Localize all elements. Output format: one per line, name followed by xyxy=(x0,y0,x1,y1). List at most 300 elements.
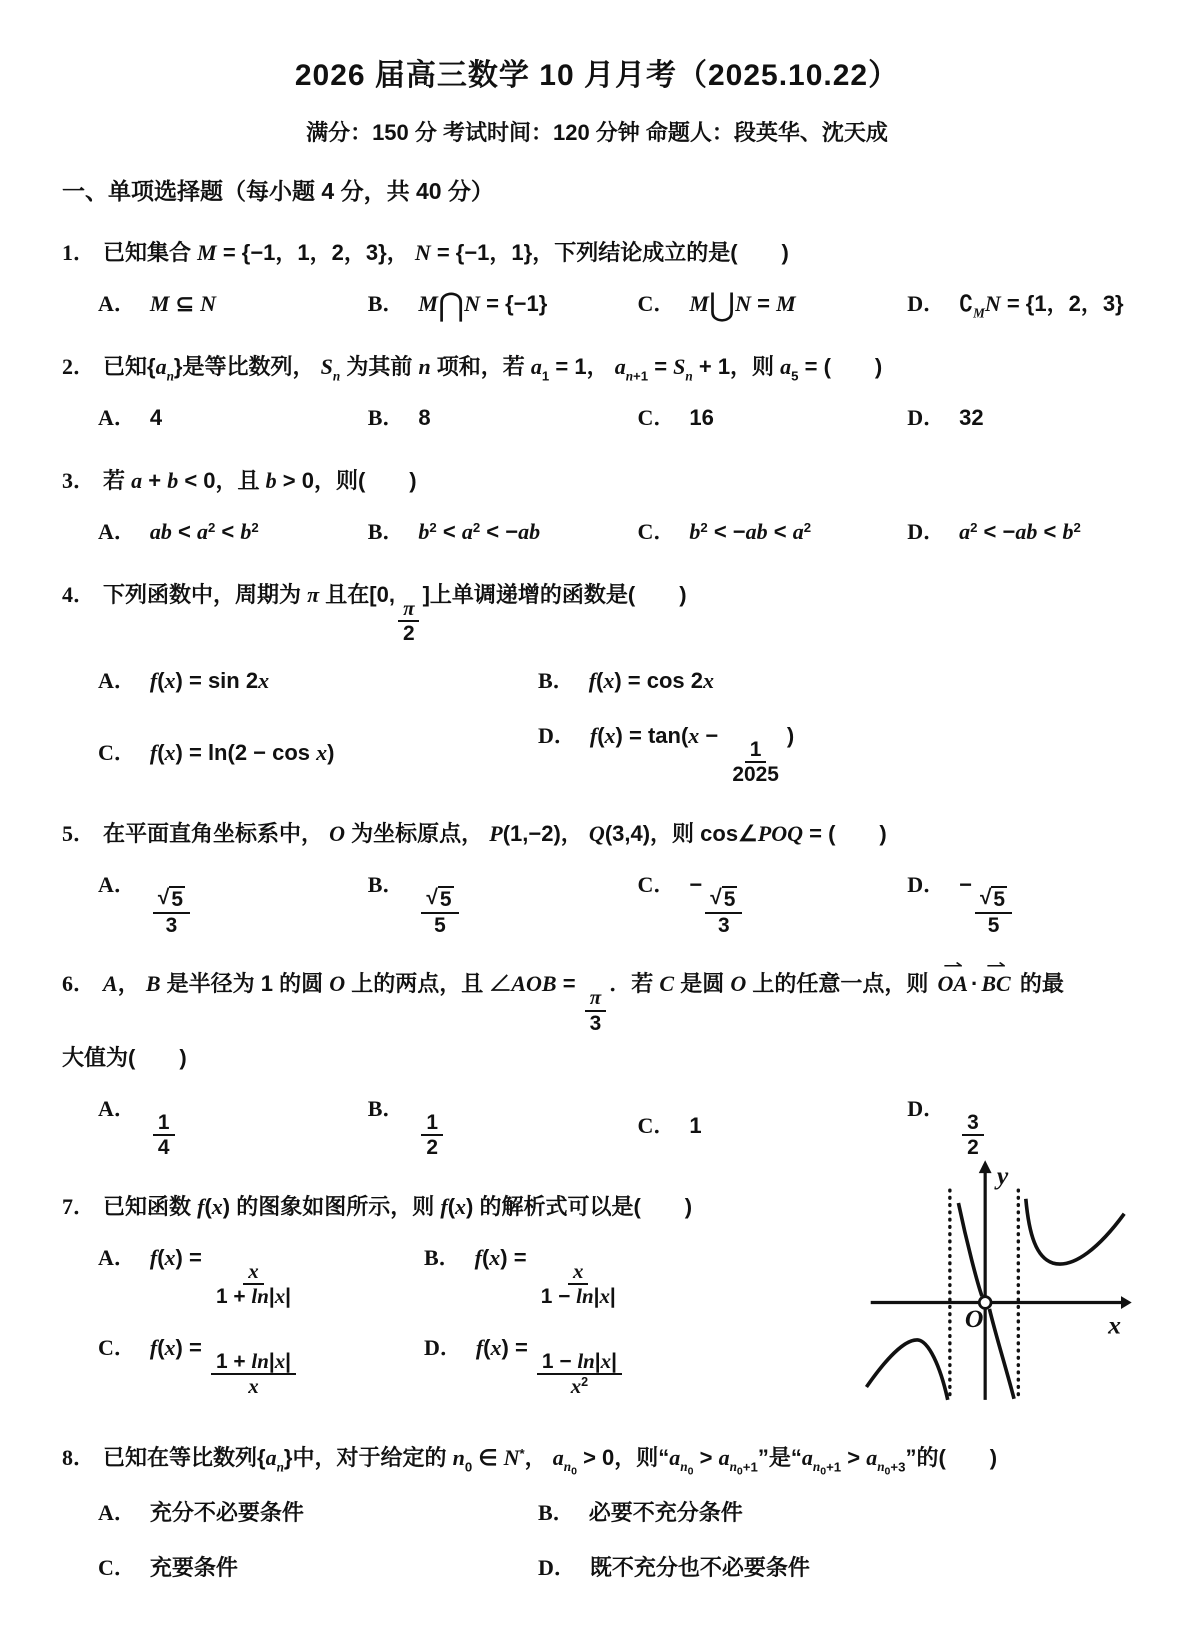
fraction-denominator xyxy=(429,914,451,937)
option-label: C． xyxy=(637,405,676,430)
math-variable: x xyxy=(600,1348,612,1373)
fraction xyxy=(211,1260,296,1309)
math-text: 1 xyxy=(426,1111,439,1135)
math-variable: b xyxy=(418,519,430,544)
math-text: 1 xyxy=(157,1111,170,1135)
fraction-denominator xyxy=(536,1285,621,1308)
radical-sign-icon: √ xyxy=(979,886,992,910)
math-text: | xyxy=(611,1349,617,1373)
curve-right-branch xyxy=(1026,1199,1124,1264)
math-text: 1 xyxy=(689,1113,702,1139)
math-variable: x xyxy=(455,1193,467,1219)
options-row xyxy=(62,285,1132,324)
option-value xyxy=(589,722,795,787)
math-text: (3,4)，则 cos∠ xyxy=(604,820,758,846)
fraction-numerator xyxy=(705,886,742,913)
math-text: ) = sin 2 xyxy=(175,667,259,693)
section-header: 一、单项选择题（每小题 4 分，共 40 分） xyxy=(62,178,494,204)
math-text: | xyxy=(609,1285,616,1309)
math-variable: a xyxy=(959,519,971,544)
option-label: B． xyxy=(367,1096,405,1122)
option-value xyxy=(418,285,548,324)
math-text: < xyxy=(436,519,462,544)
y-axis-label: y xyxy=(996,1160,1009,1190)
option xyxy=(907,515,1132,548)
math-text: 5 xyxy=(439,888,452,912)
math-text: 1 xyxy=(541,368,550,384)
fraction-numerator xyxy=(153,1111,175,1136)
fraction-numerator xyxy=(568,1260,588,1285)
math-variable: POQ xyxy=(757,820,804,846)
question-number: 3． xyxy=(62,468,96,493)
question-head xyxy=(62,957,1132,1035)
superscript xyxy=(581,1375,588,1389)
math-text: 1 − xyxy=(540,1285,577,1309)
math-text: < xyxy=(1037,519,1063,544)
math-variable: ln xyxy=(251,1348,269,1373)
math-text: 2 xyxy=(803,519,812,535)
option-label: B． xyxy=(367,291,405,316)
subscript xyxy=(877,1459,906,1479)
subscript-group xyxy=(866,1444,906,1479)
math-variable: x xyxy=(599,1284,610,1309)
math-variable: f xyxy=(475,1334,484,1360)
math-variable: N xyxy=(200,291,217,316)
math-variable: a xyxy=(196,519,208,544)
option-label: D． xyxy=(907,871,946,897)
math-text: 2 xyxy=(700,519,708,535)
math-text: ) xyxy=(786,722,795,748)
math-text: · xyxy=(971,971,979,997)
origin-label: O xyxy=(964,1303,984,1333)
math-text: = xyxy=(750,291,777,316)
math-variable: M xyxy=(689,291,709,316)
math-text: 充分不必要条件 xyxy=(149,1499,304,1525)
option xyxy=(637,868,907,938)
vector-arrow-icon: ⇀ xyxy=(942,957,963,975)
math-text: < − xyxy=(977,519,1016,544)
math-text: 0 xyxy=(464,1459,473,1475)
question-number: 7． xyxy=(62,1193,96,1219)
math-text: 5 xyxy=(987,913,1000,937)
option-label: B． xyxy=(538,667,575,693)
math-text: 5 xyxy=(171,888,183,912)
option-value xyxy=(689,405,713,430)
math-variable: a xyxy=(461,519,473,544)
math-variable: x xyxy=(164,667,176,693)
fraction xyxy=(962,1111,984,1160)
fraction-numerator xyxy=(153,886,190,913)
math-variable: ab xyxy=(518,519,541,544)
math-text: 1 + xyxy=(215,1349,252,1373)
math-text: 2 xyxy=(472,519,481,535)
math-text: (1,−2)， xyxy=(502,820,589,846)
fraction xyxy=(421,1111,443,1160)
radicand xyxy=(991,886,1007,911)
radicand xyxy=(169,886,185,911)
math-variable: a xyxy=(792,519,804,544)
math-variable: n xyxy=(685,368,693,384)
math-variable: N xyxy=(464,291,481,316)
math-text: }中，对于给定的 xyxy=(283,1444,453,1470)
math-text: 0 xyxy=(736,1466,743,1479)
option xyxy=(98,1241,424,1309)
fraction-denominator xyxy=(727,763,783,786)
fraction-numerator xyxy=(975,886,1012,913)
options-row xyxy=(62,401,1132,434)
subscript-group xyxy=(801,1444,842,1479)
fraction-numerator xyxy=(537,1350,622,1375)
math-text: +1 xyxy=(826,1459,842,1475)
fraction-denominator xyxy=(421,1136,443,1159)
math-text: 1 + xyxy=(215,1285,252,1309)
option-value xyxy=(150,872,193,937)
superscript-group xyxy=(959,519,977,544)
math-text: = 1， xyxy=(549,354,615,379)
math-text: 2 xyxy=(251,519,259,535)
math-variable: π xyxy=(589,985,602,1010)
math-variable: f xyxy=(589,722,598,748)
math-text: + 1，则 xyxy=(692,354,781,379)
math-text: ) = xyxy=(500,1244,533,1270)
math-variable: π xyxy=(403,595,415,620)
math-variable: x xyxy=(164,740,176,766)
option-label: A． xyxy=(98,519,136,544)
options-row xyxy=(62,1241,864,1399)
math-text: 既不充分也不必要条件 xyxy=(589,1554,810,1580)
math-text: = xyxy=(648,354,674,379)
math-text: 5 xyxy=(723,888,736,912)
fraction-denominator xyxy=(211,1285,296,1308)
math-variable: ln xyxy=(576,1284,594,1309)
math-text: ) = xyxy=(175,1334,208,1360)
option xyxy=(907,868,1132,938)
math-variable: a xyxy=(780,354,792,379)
math-text: < xyxy=(215,519,241,544)
function-graph xyxy=(864,1156,1132,1402)
math-variable: Q xyxy=(588,820,605,846)
option-label: C． xyxy=(98,1334,136,1360)
option xyxy=(424,1241,864,1309)
superscript-group xyxy=(793,519,811,544)
math-variable: n xyxy=(276,1459,284,1475)
subscript-group xyxy=(320,354,341,384)
option-label: D． xyxy=(907,519,946,544)
subscript xyxy=(680,1459,694,1479)
math-text: − xyxy=(959,871,972,897)
math-variable: x xyxy=(603,667,615,693)
math-text: ( xyxy=(157,1334,165,1360)
question-3 xyxy=(62,464,1132,548)
page-title: 2026 届高三数学 10 月月考（2025.10.22） xyxy=(294,59,900,92)
radical-sign-icon: √ xyxy=(426,886,438,910)
math-text: 5 xyxy=(791,368,799,384)
fraction-denominator xyxy=(243,1375,263,1398)
options-row xyxy=(62,868,1132,938)
math-text: 0 xyxy=(884,1466,891,1479)
subscript-group xyxy=(552,1444,577,1479)
math-variable: f xyxy=(474,1244,482,1270)
math-variable: N xyxy=(503,1444,520,1470)
math-text: | xyxy=(593,1285,600,1309)
vector-name: BC xyxy=(981,971,1011,997)
math-variable: n xyxy=(729,1459,737,1475)
math-variable: O xyxy=(730,971,747,997)
option xyxy=(907,287,1132,320)
option xyxy=(637,1109,907,1142)
math-variable: a xyxy=(552,1444,564,1470)
option-value xyxy=(150,291,216,316)
superscript xyxy=(1073,520,1080,535)
math-variable: P xyxy=(489,820,503,846)
fraction-numerator xyxy=(398,597,419,622)
fraction-denominator xyxy=(153,1136,175,1159)
math-variable: a xyxy=(131,468,143,493)
math-text: 2 xyxy=(207,519,216,535)
question-stem xyxy=(103,1194,692,1219)
math-variable: n xyxy=(452,1444,465,1470)
math-text: ) 的图象如图所示，则 xyxy=(222,1193,441,1219)
math-text: 1 − xyxy=(541,1349,578,1373)
math-text: < xyxy=(767,519,793,544)
math-variable: S xyxy=(673,354,686,379)
math-variable: x xyxy=(248,1258,259,1283)
options-row xyxy=(62,664,1132,787)
option-value xyxy=(474,1244,624,1309)
math-variable: ln xyxy=(577,1348,595,1373)
math-variable: O xyxy=(329,971,346,997)
option xyxy=(368,515,638,548)
math-text: 已知集合 xyxy=(103,240,198,265)
option-value xyxy=(959,519,1081,544)
subscript-group xyxy=(812,1459,827,1479)
option-value xyxy=(475,1334,625,1398)
option-value xyxy=(149,1334,299,1398)
option xyxy=(98,868,368,938)
graph-column xyxy=(864,1156,1132,1411)
subscript xyxy=(791,369,798,384)
option xyxy=(367,285,638,324)
subscript xyxy=(277,1459,284,1474)
math-variable: N xyxy=(984,291,1001,316)
math-variable: a xyxy=(614,354,626,379)
option-label: B． xyxy=(367,871,405,897)
vector-name: OA xyxy=(937,971,969,997)
math-text: > 0，则“ xyxy=(576,1444,670,1470)
math-variable: x xyxy=(211,1193,223,1219)
radicand xyxy=(438,886,454,911)
math-variable: π xyxy=(307,582,320,607)
subscript-group xyxy=(669,1444,694,1479)
math-text: 上的任意一点，则 xyxy=(746,971,935,997)
math-variable: x xyxy=(274,1284,286,1309)
option-value xyxy=(959,871,1015,937)
math-text: ( xyxy=(481,1244,490,1270)
math-variable: S xyxy=(320,354,333,379)
math-variable: f xyxy=(149,1244,158,1270)
option xyxy=(538,664,1132,697)
superscript-group xyxy=(571,1375,588,1398)
options-row xyxy=(62,1496,1132,1584)
fraction xyxy=(398,597,420,646)
subscript-group xyxy=(673,354,693,384)
option xyxy=(637,285,907,324)
math-text: 16 xyxy=(689,405,714,430)
math-text: 3 xyxy=(967,1111,979,1135)
question-stem xyxy=(103,821,887,846)
math-text: 32 xyxy=(959,405,984,430)
subscript xyxy=(685,369,692,384)
math-text: 8 xyxy=(418,405,431,430)
math-variable: x xyxy=(258,667,270,693)
question-stem xyxy=(103,354,883,384)
math-variable: x xyxy=(570,1373,582,1398)
math-variable: n xyxy=(332,368,341,384)
math-variable: b xyxy=(167,468,179,493)
question-head xyxy=(62,1441,1132,1478)
math-variable: x xyxy=(688,722,700,748)
radical xyxy=(426,886,453,911)
option-label: D． xyxy=(538,722,576,748)
math-text: 2 xyxy=(1073,519,1081,535)
superscript xyxy=(429,520,436,535)
superscript xyxy=(251,520,258,535)
math-variable: n xyxy=(877,1459,885,1475)
curve-middle-lower-branch xyxy=(989,1309,1014,1399)
math-variable: M xyxy=(973,305,985,321)
subscript xyxy=(626,369,648,384)
math-text: ) 的解析式可以是( ) xyxy=(466,1193,693,1219)
option xyxy=(538,1496,1132,1529)
math-variable: N xyxy=(414,240,431,265)
option xyxy=(98,287,368,320)
fraction-denominator xyxy=(398,622,420,645)
option-label: D． xyxy=(907,405,946,430)
question-stem xyxy=(103,582,687,646)
math-variable: ab xyxy=(1015,519,1038,544)
option-label: A． xyxy=(98,291,136,316)
subscript-group xyxy=(614,354,649,384)
math-variable: f xyxy=(588,667,597,693)
fraction-denominator xyxy=(566,1375,593,1398)
option-value xyxy=(689,285,796,324)
math-text: 5 xyxy=(993,888,1006,912)
option-label: A． xyxy=(98,1096,136,1122)
radical xyxy=(710,886,737,911)
option-label: C． xyxy=(637,291,676,316)
option-label: B． xyxy=(367,519,405,544)
math-variable: x xyxy=(703,667,714,693)
fraction-denominator xyxy=(983,914,1005,937)
math-variable: x xyxy=(248,1373,259,1398)
math-text: ) = xyxy=(501,1334,534,1360)
option-value xyxy=(150,405,162,430)
option xyxy=(98,736,538,769)
math-variable: f xyxy=(149,1334,158,1360)
option xyxy=(98,1551,538,1584)
math-text: 0 xyxy=(571,1466,577,1479)
question-stem xyxy=(103,468,417,493)
math-text: = xyxy=(556,971,582,997)
option xyxy=(538,1551,1132,1584)
fraction xyxy=(153,1111,175,1160)
question-number: 6． xyxy=(62,971,96,997)
vector xyxy=(937,957,969,1000)
math-text: ， xyxy=(117,971,146,997)
option-value xyxy=(689,871,745,937)
exam-meta: 满分：150 分 考试时间：120 分钟 命题人：段英华、沈天成 xyxy=(306,120,888,145)
subscript xyxy=(563,1459,577,1479)
math-text: 2025 xyxy=(732,763,779,787)
math-text: ) = xyxy=(175,1244,208,1270)
subscript xyxy=(973,306,985,321)
math-variable: a xyxy=(265,1444,277,1470)
math-text: 项和，若 xyxy=(430,354,531,379)
math-variable: a xyxy=(866,1444,878,1470)
math-variable: n xyxy=(166,368,174,384)
subscript xyxy=(812,1459,842,1479)
subscript-group xyxy=(265,1444,284,1475)
option xyxy=(98,664,538,697)
option-value xyxy=(150,519,259,544)
math-text: 2 xyxy=(429,519,437,535)
options-row xyxy=(62,1092,1132,1160)
math-text: 上的两点，且 ∠ xyxy=(345,971,512,997)
radical-sign-icon: √ xyxy=(157,886,170,910)
math-text: 2 xyxy=(967,1136,979,1160)
math-text: 3 xyxy=(165,913,178,937)
math-text: ( xyxy=(204,1193,212,1219)
subscript-group xyxy=(718,1444,758,1479)
fraction xyxy=(705,886,742,937)
question-1 xyxy=(62,236,1132,324)
math-variable: a xyxy=(718,1444,730,1470)
math-variable: M xyxy=(776,291,796,316)
option-label: A． xyxy=(98,1244,136,1270)
math-variable: b xyxy=(240,519,252,544)
math-variable: x xyxy=(316,740,328,766)
superscript-group xyxy=(1062,519,1080,544)
x-axis-label: x xyxy=(1108,1310,1121,1340)
math-text: < 0，且 xyxy=(178,468,266,493)
math-variable: f xyxy=(149,667,158,693)
math-text: ( xyxy=(447,1193,456,1219)
math-text: ( xyxy=(596,667,604,693)
subscript-group xyxy=(729,1459,743,1479)
set-operator-icon: ⋂ xyxy=(437,285,465,324)
math-text: = ( ) xyxy=(803,820,887,846)
math-variable: b xyxy=(689,519,701,544)
option-value xyxy=(150,1096,178,1160)
math-text: +1 xyxy=(742,1459,758,1475)
math-variable: a xyxy=(155,354,167,379)
subscript-group xyxy=(155,354,174,384)
math-text: | xyxy=(285,1285,291,1309)
math-text: = {−1，1}，下列结论成立的是( ) xyxy=(430,240,789,265)
option-value xyxy=(959,405,983,430)
x-axis-arrow xyxy=(1121,1296,1132,1309)
math-text: < − xyxy=(480,519,519,544)
math-variable: x xyxy=(573,1258,584,1283)
math-text: ∈ xyxy=(472,1444,504,1470)
math-text: +1 xyxy=(633,368,649,384)
option xyxy=(637,401,907,434)
math-variable: n xyxy=(418,354,431,379)
fraction-numerator xyxy=(585,986,606,1011)
math-variable: A xyxy=(103,971,118,997)
set-operator-icon: ⋃ xyxy=(708,285,736,324)
fraction xyxy=(211,1350,296,1399)
